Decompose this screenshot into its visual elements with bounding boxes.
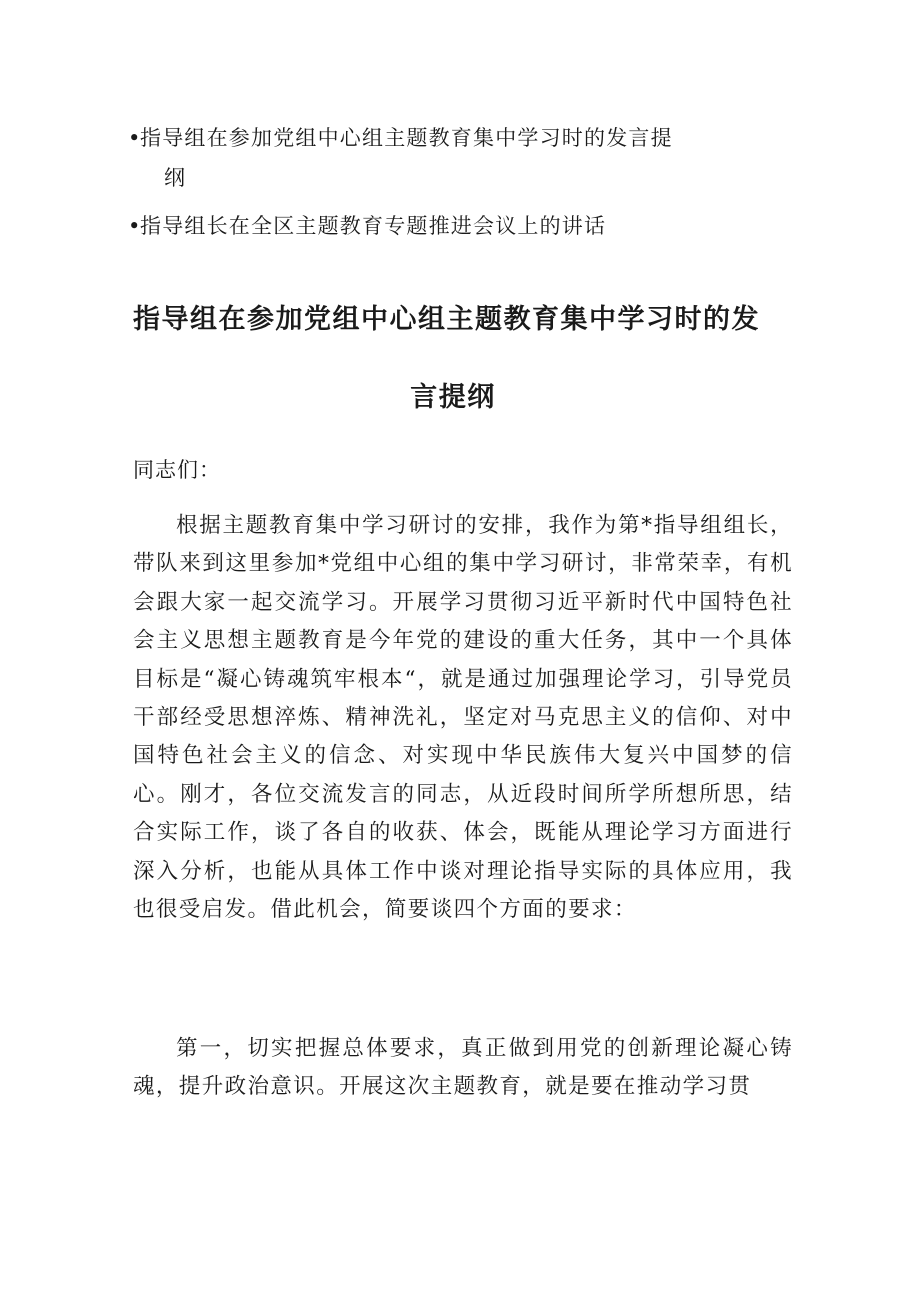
toc-item[interactable] xyxy=(128,206,768,246)
table-of-contents xyxy=(128,118,768,246)
document-title-line-1: 指导组在参加党组中心组主题教育集中学习时的发 xyxy=(133,304,760,335)
toc-item[interactable] xyxy=(128,118,768,198)
document-title xyxy=(133,300,793,418)
toc-item-label-continued: 纲 xyxy=(164,166,187,190)
bullet-icon: • xyxy=(128,214,142,238)
body-paragraph: 第一，切实把握总体要求，真正做到用党的创新理论凝心铸魂，提升政治意识。开展这次主题教育，就是要在推动学习贯 xyxy=(133,1036,793,1100)
bullet-icon: • xyxy=(128,126,142,150)
salutation: 同志们： xyxy=(133,458,221,482)
document-title-line-2: 言提纲 xyxy=(410,382,496,413)
toc-item-label: 指导组在参加党组中心组主题教育集中学习时的发言提 xyxy=(140,126,673,150)
body-paragraph: 根据主题教育集中学习研讨的安排，我作为第*指导组组长，带队来到这里参加*党组中心组的集中学习研讨，非常荣幸，有机会跟大家一起交流学习。开展学习贯彻习近平新时代中国特色社会主义思想主题教育是今年党的建设的重大任务，其中一个具体目标是“凝心铸魂筑牢根本“，就是通过加强理论学习，引导党员干部经受思想淬炼、精神洗礼，坚定对马克思主义的信仰、对中国特色社会主义的信念、对实现中华民族伟大复兴中国梦的信心。刚才，各位交流发言的同志，从近段时间所学所想所思，结合实际工作，谈了各自的收获、体会，既能从理论学习方面进行深入分析，也能从具体工作中谈对理论指导实际的具体应用，我也很受启发。借此机会，简要谈四个方面的要求： xyxy=(133,513,793,923)
toc-item-label: 指导组长在全区主题教育专题推进会议上的讲话 xyxy=(140,214,607,238)
